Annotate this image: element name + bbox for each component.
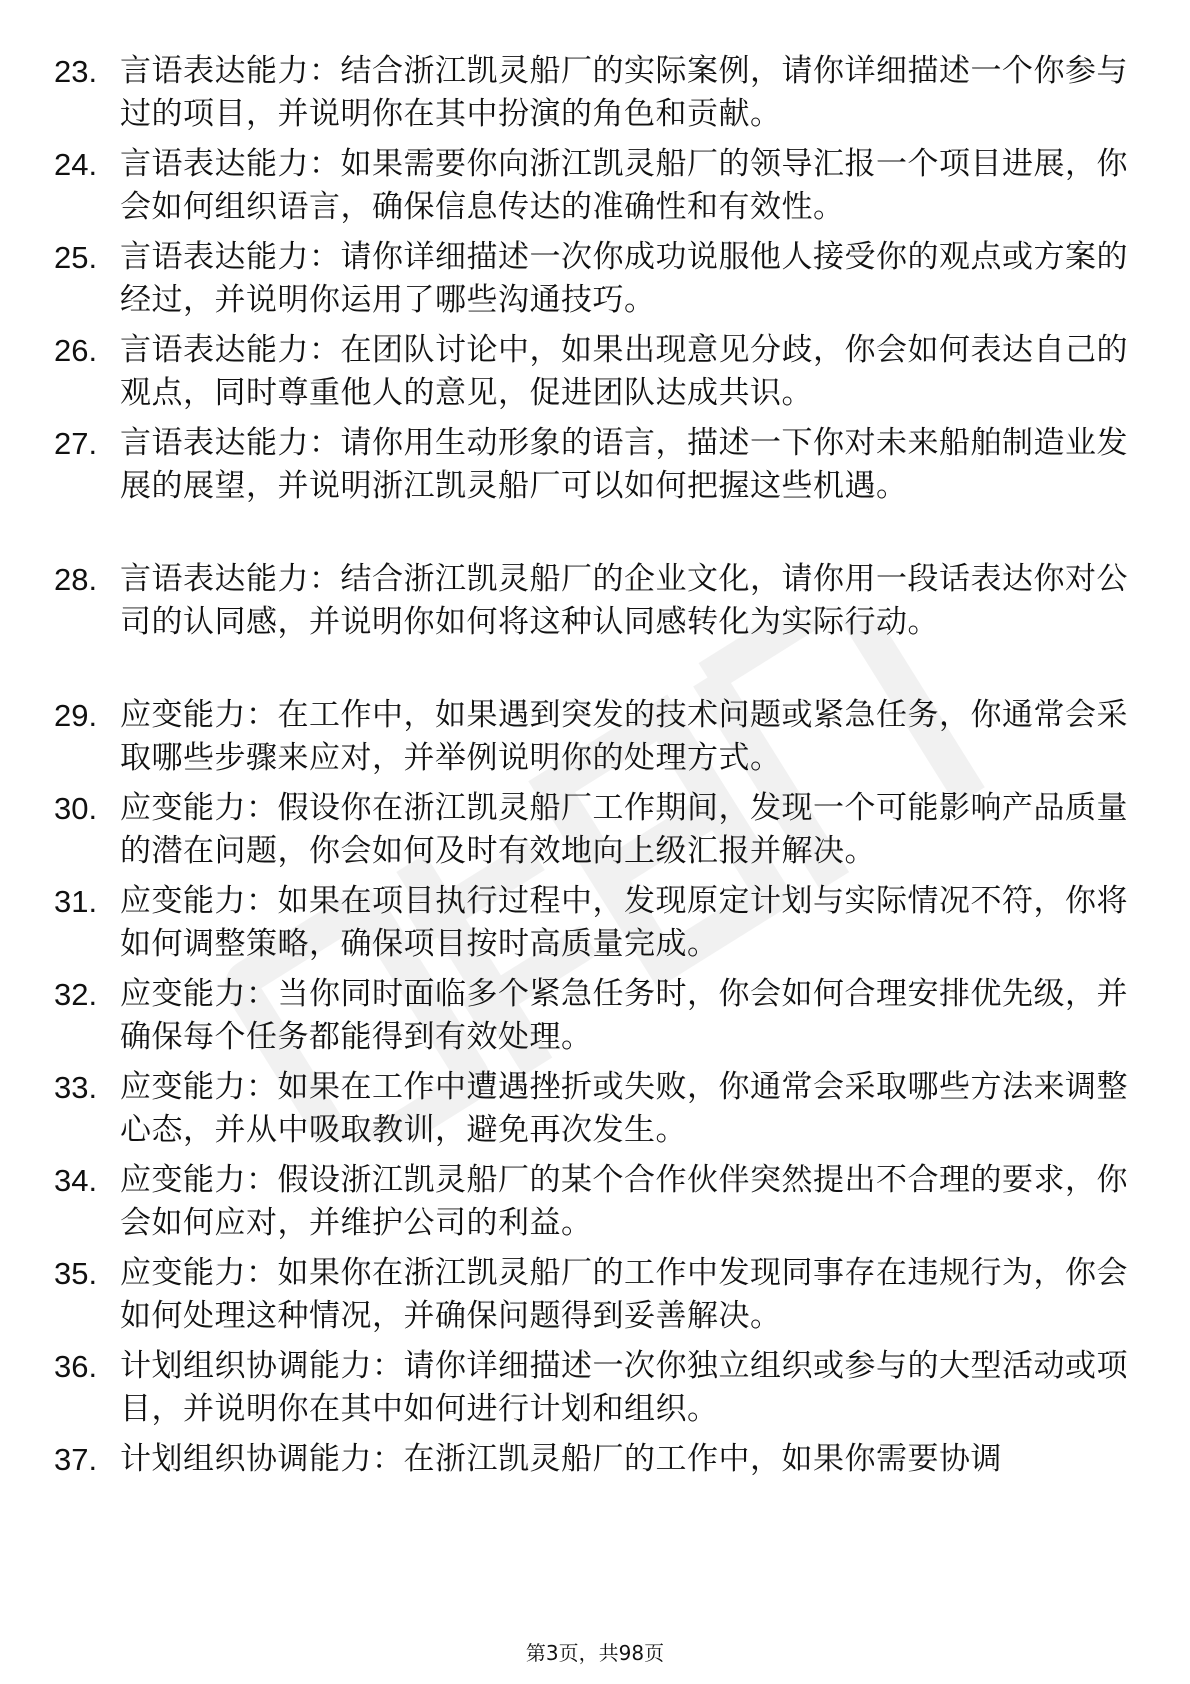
question-item: [54, 694, 1134, 787]
question-number: 29.: [54, 698, 98, 733]
question-item: [54, 787, 1134, 880]
question-item: [54, 1159, 1134, 1252]
question-text: 应变能力：假设浙江凯灵船厂的某个合作伙伴突然提出不合理的要求，你会如何应对，并维护公司的利益。: [120, 1162, 1128, 1241]
question-number: 33.: [54, 1070, 98, 1105]
question-text: 应变能力：假设你在浙江凯灵船厂工作期间，发现一个可能影响产品质量的潜在问题，你会如何及时有效地向上级汇报并解决。: [120, 790, 1128, 869]
question-number: 36.: [54, 1349, 98, 1384]
question-text: 言语表达能力：请你详细描述一次你成功说服他人接受你的观点或方案的经过，并说明你运用了哪些沟通技巧。: [120, 239, 1128, 318]
question-item: [54, 1345, 1134, 1438]
question-number: 30.: [54, 791, 98, 826]
question-text: 言语表达能力：如果需要你向浙江凯灵船厂的领导汇报一个项目进展，你会如何组织语言，确保信息传达的准确性和有效性。: [120, 146, 1128, 225]
question-text: 言语表达能力：请你用生动形象的语言，描述一下你对未来船舶制造业发展的展望，并说明浙江凯灵船厂可以如何把握这些机遇。: [120, 425, 1128, 504]
question-number: 28.: [54, 562, 98, 597]
question-text: 言语表达能力：结合浙江凯灵船厂的企业文化，请你用一段话表达你对公司的认同感，并说明你如何将这种认同感转化为实际行动。: [120, 561, 1128, 640]
question-text: 言语表达能力：结合浙江凯灵船厂的实际案例，请你详细描述一个你参与过的项目，并说明你在其中扮演的角色和贡献。: [120, 53, 1128, 132]
question-number: 26.: [54, 333, 98, 368]
question-text: 应变能力：如果在工作中遭遇挫折或失败，你通常会采取哪些方法来调整心态，并从中吸取教训，避免再次发生。: [120, 1069, 1128, 1148]
question-list: [54, 50, 1134, 1484]
question-item: [54, 973, 1134, 1066]
question-item: [54, 329, 1134, 422]
question-item: [54, 236, 1134, 329]
question-item: [54, 1066, 1134, 1159]
question-text: 计划组织协调能力：请你详细描述一次你独立组织或参与的大型活动或项目，并说明你在其中如何进行计划和组织。: [120, 1348, 1128, 1427]
question-item: [54, 1252, 1134, 1345]
question-item: [54, 558, 1134, 694]
question-text: 应变能力：在工作中，如果遇到突发的技术问题或紧急任务，你通常会采取哪些步骤来应对，并举例说明你的处理方式。: [120, 697, 1128, 776]
question-number: 37.: [54, 1442, 98, 1477]
question-item: [54, 422, 1134, 558]
question-number: 32.: [54, 977, 98, 1012]
question-number: 34.: [54, 1163, 98, 1198]
question-number: 24.: [54, 147, 98, 182]
question-text: 应变能力：如果在项目执行过程中，发现原定计划与实际情况不符，你将如何调整策略，确保项目按时高质量完成。: [120, 883, 1128, 962]
question-number: 35.: [54, 1256, 98, 1291]
question-number: 25.: [54, 240, 98, 275]
question-item: [54, 50, 1134, 143]
question-item: [54, 143, 1134, 236]
question-number: 27.: [54, 426, 98, 461]
page-footer: [0, 1640, 1190, 1666]
page-number-label: 第3页，共98页: [525, 1641, 665, 1665]
question-item: [54, 1438, 1134, 1484]
question-text: 应变能力：如果你在浙江凯灵船厂的工作中发现同事存在违规行为，你会如何处理这种情况，并确保问题得到妥善解决。: [120, 1255, 1128, 1334]
question-number: 31.: [54, 884, 98, 919]
question-text: 应变能力：当你同时面临多个紧急任务时，你会如何合理安排优先级，并确保每个任务都能得到有效处理。: [120, 976, 1128, 1055]
question-text: 计划组织协调能力：在浙江凯灵船厂的工作中，如果你需要协调: [120, 1441, 1002, 1477]
question-number: 23.: [54, 54, 98, 89]
question-text: 言语表达能力：在团队讨论中，如果出现意见分歧，你会如何表达自己的观点，同时尊重他人的意见，促进团队达成共识。: [120, 332, 1128, 411]
question-item: [54, 880, 1134, 973]
